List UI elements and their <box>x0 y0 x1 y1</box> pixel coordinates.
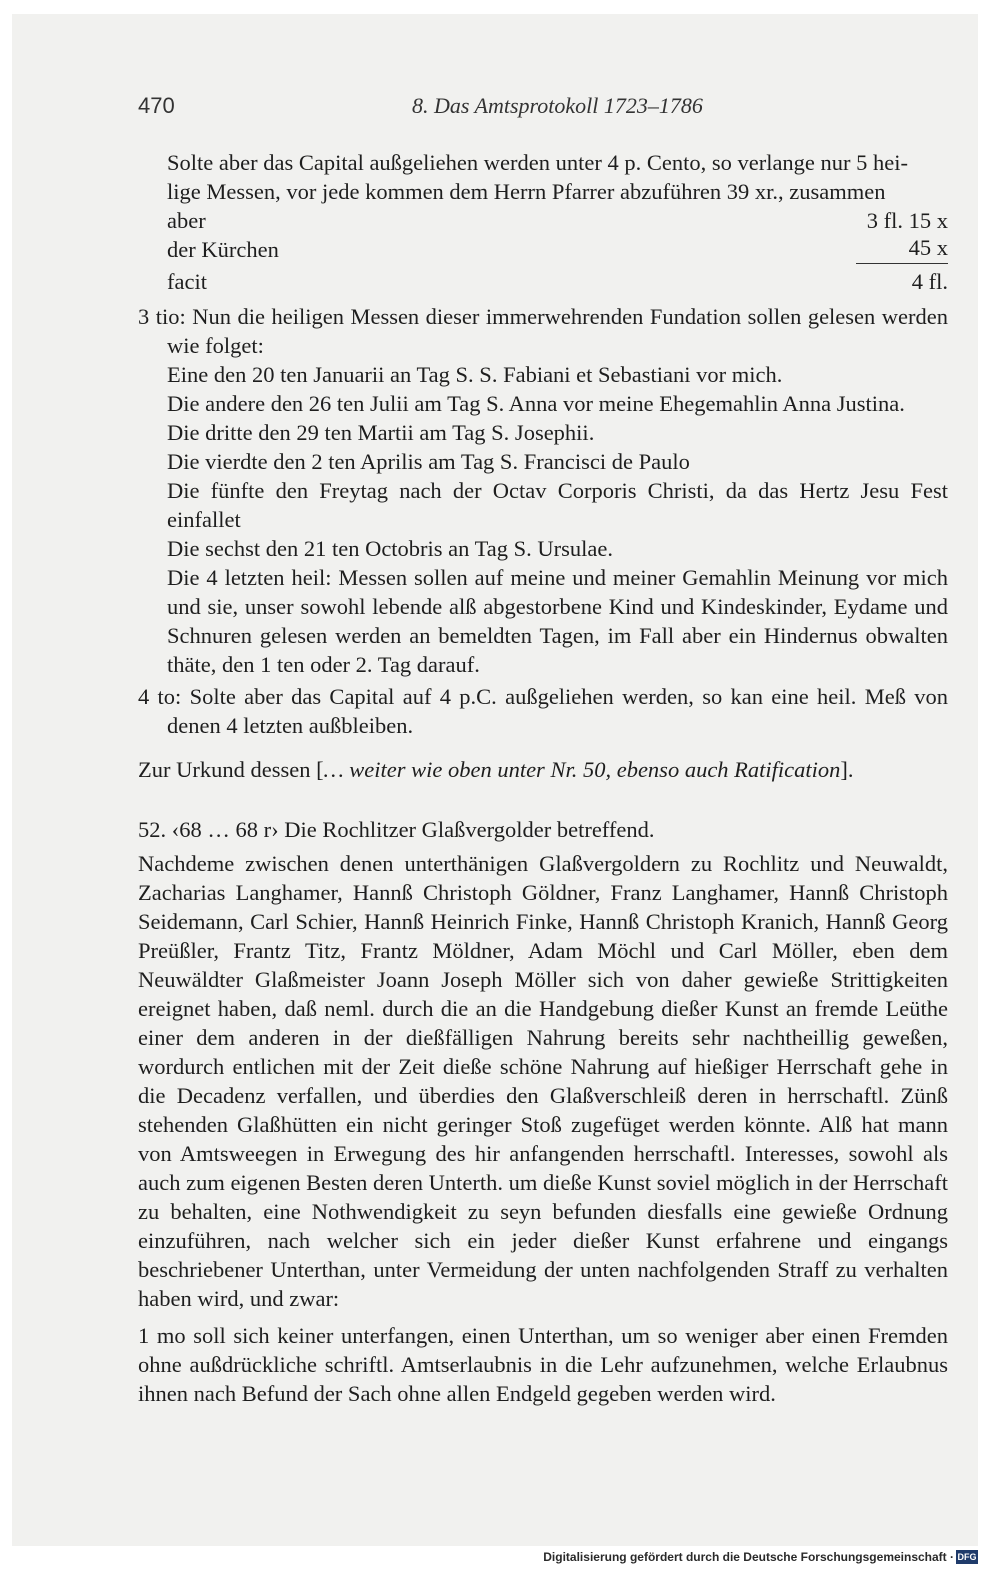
item-4-text: 4 to: Solte aber das Capital auf 4 p.C. außgeliehen werden, so kan eine heil. Meß von denen 4 letzten außbleiben. <box>138 684 948 738</box>
mass-entry: Die fünfte den Freytag nach der Octav Corporis Christi, da das Hertz Jesu Fest einfallet <box>167 478 948 532</box>
entry-52-heading: 52. ‹68 … 68 r› Die Rochlitzer Glaßvergolder betreffend. <box>138 817 655 842</box>
urkund-line <box>138 755 948 784</box>
page-number: 470 <box>138 93 175 118</box>
capital-lines <box>138 148 948 206</box>
mass-entry: Die dritte den 29 ten Martii am Tag S. Josephii. <box>167 420 595 445</box>
entry-52-paragraph: Nachdeme zwischen denen unterthänigen Glaßvergoldern zu Rochlitz und Neuwaldt, Zacharias Langhamer, Hannß Christoph Göldner, Franz Langhamer, Hannß Christoph Seidemann, Carl Schier, Hannß Heinrich Finke, Hannß Christoph Kranich, Hannß Georg Preüßler, Frantz Titz, Frantz Möldner, Adam Möchl und Carl Möller, eben dem Neuwäldter Glaßmeister Joann Joseph Möller sich von daher gewieße Strittigkeiten ereignet haben, daß neml. durch die an die Handgebung dießer Kunst an fremde Leüthe einer dem anderen in der dießfälligen Nahrung bereits sehr nachtheillig geweßen, wordurch entlichen mit der Zeit dieße schöne Nahrung auf hießiger Herrschaft gehe in die Decadenz verfallen, und überdies den Glaßverschleiß deren in herrschaftl. Zünß stehenden Glaßhütten ein nicht geringer Stoß zugefüget werden könnte. Alß hat mann von Amtsweegen in Erwegung des hir anfangenden herrschaftl. Interesses, sowohl als auch zum eigenen Besten deren Unterth. um dieße Kunst soviel möglich in der Herrschaft zu behalten, eine Nothwendigkeit zu seyn befunden diesfalls eine gewieße Ordnung einzuführen, nach welcher sich ein jeder dießer Kunst erfahrene und eingangs beschriebener Unterthan, unter Vermeidung der unten nachfolgenden Straff zu verhalten haben wird, und zwar: <box>138 851 948 1311</box>
text-line: lige Messen, vor jede kommen dem Herrn Pfarrer abzuführen 39 xr., zusammen <box>167 179 886 204</box>
sum-label: facit <box>167 269 207 294</box>
mass-entry: Die sechst den 21 ten Octobris an Tag S. Ursulae. <box>167 536 614 561</box>
sum-label: der Kürchen <box>167 237 279 262</box>
mass-entry: Die andere den 26 ten Julii am Tag S. Anna vor meine Ehegemahlin Anna Justina. <box>167 391 905 416</box>
block-capital-calculation <box>138 148 948 296</box>
mass-entry: Die vierdte den 2 ten Aprilis am Tag S. Francisci de Paulo <box>167 449 690 474</box>
dfg-logo: DFG <box>957 1552 977 1562</box>
sum-amount: 4 fl. <box>911 269 948 294</box>
sum-row <box>138 206 948 235</box>
block-urkund <box>138 755 948 784</box>
entry-52-item-1: 1 mo soll sich keiner unterfangen, einen Unterthan, um so weniger aber einen Fremden ohne außdrückliche schriftl. Amtserlaubnis in die Lehr aufzunehmen, welche Erlaubnus ihnen nach Befund der Sach ohne allen Endgeld gegeben werden wird. <box>138 1323 948 1406</box>
text-line: Solte aber das Capital außgeliehen werden unter 4 p. Cento, so verlange nur 5 hei- <box>167 150 909 175</box>
urkund-end: ]. <box>840 757 854 782</box>
block-masses-schedule <box>138 302 948 679</box>
block-item-4 <box>138 682 948 740</box>
sum-row <box>138 235 948 264</box>
sum-label: aber <box>167 208 206 233</box>
item-3-lead: 3 tio: Nun die heiligen Messen dieser immerwehrenden Fundation sollen gelesen werden wie folget: <box>138 304 948 358</box>
urkund-italic: … weiter wie oben unter Nr. 50, ebenso auch Ratification <box>323 757 841 782</box>
sum-amount: 45 x <box>856 235 948 264</box>
running-title: 8. Das Amtsprotokoll 1723–1786 <box>412 93 703 118</box>
sum-amount: 3 fl. 15 x <box>866 208 948 233</box>
sum-row <box>138 267 948 296</box>
digitization-credit: Digitalisierung gefördert durch die Deutsche Forschungsgemeinschaft · <box>543 1550 954 1564</box>
urkund-plain: Zur Urkund dessen [ <box>138 757 324 782</box>
masses-list <box>138 360 948 679</box>
mass-entry: Eine den 20 ten Januarii an Tag S. S. Fabiani et Sebastiani vor mich. <box>167 362 783 387</box>
mass-entry: Die 4 letzten heil: Messen sollen auf meine und meiner Gemahlin Meinung vor mich und sie, unser sowohl lebende alß abgestorbene Kind und Kindeskinder, Eydame und Schnuren gelesen werden an bemeldten Tagen, im Fall aber ein Hindernus obwalten thäte, den 1 ten oder 2. Tag darauf. <box>167 565 948 677</box>
block-entry-52 <box>138 815 948 1408</box>
